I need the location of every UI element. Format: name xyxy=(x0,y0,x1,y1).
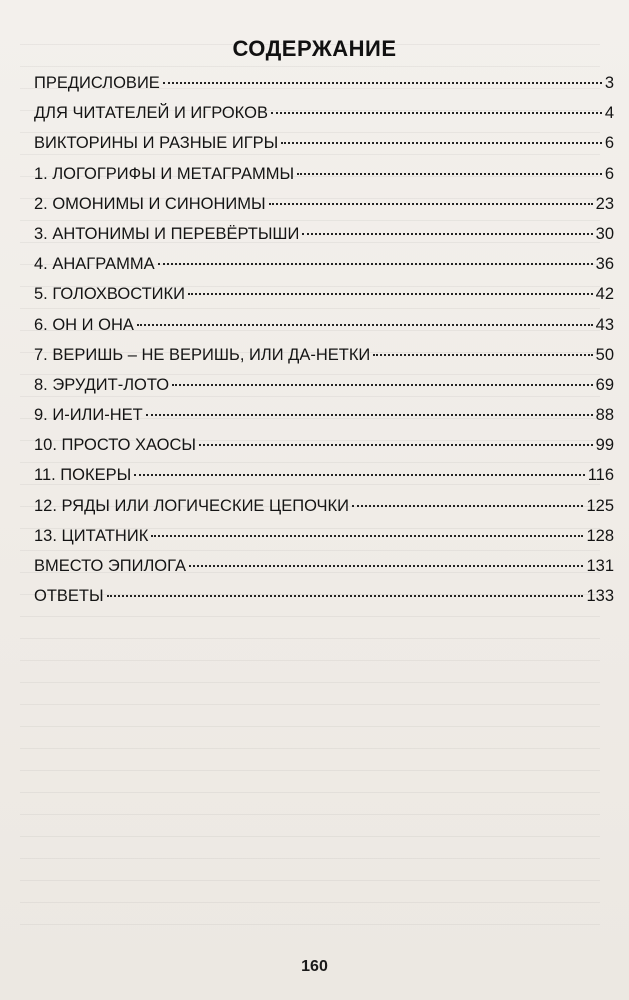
table-of-contents xyxy=(34,68,614,611)
dot-leader xyxy=(271,112,602,114)
toc-entry-quizzes xyxy=(34,128,614,158)
toc-entry-page: 125 xyxy=(586,496,614,515)
toc-entry-title: 11. ПОКЕРЫ xyxy=(34,466,132,485)
page-number: 160 xyxy=(301,958,328,975)
toc-entry-page: 128 xyxy=(586,526,614,545)
toc-entry-1 xyxy=(34,159,614,189)
toc-entry-title: 12. РЯДЫ ИЛИ ЛОГИЧЕСКИЕ ЦЕПОЧКИ xyxy=(34,496,350,515)
toc-entry-title: 10. ПРОСТО ХАОСЫ xyxy=(34,436,196,455)
toc-entry-preface xyxy=(34,68,614,98)
toc-entry-7 xyxy=(34,340,614,370)
toc-entry-title: ВМЕСТО ЭПИЛОГА xyxy=(34,557,186,575)
toc-entry-4 xyxy=(34,249,614,279)
toc-entry-page: 6 xyxy=(604,164,614,183)
toc-entry-12 xyxy=(34,491,614,521)
toc-entry-13 xyxy=(34,521,614,551)
toc-entry-page: 88 xyxy=(595,406,614,425)
dot-leader xyxy=(151,535,583,537)
toc-entry-title: 6. ОН И ОНА xyxy=(34,315,134,334)
toc-entry-title: 4. АНАГРАММА xyxy=(34,255,155,274)
toc-entry-3 xyxy=(34,219,614,249)
toc-entry-page: 42 xyxy=(595,285,614,304)
toc-entry-for-readers xyxy=(34,98,614,128)
toc-entry-title: 8. ЭРУДИТ-ЛОТО xyxy=(34,375,170,394)
dot-leader xyxy=(297,173,602,175)
toc-entry-page: 116 xyxy=(587,466,614,485)
toc-entry-page: 99 xyxy=(595,436,614,455)
toc-entry-page: 50 xyxy=(595,345,614,364)
dot-leader xyxy=(146,414,593,416)
dot-leader xyxy=(281,142,602,144)
dot-leader xyxy=(163,82,602,84)
page-title: СОДЕРЖАНИЕ xyxy=(232,36,397,61)
toc-entry-title: 3. АНТОНИМЫ И ПЕРЕВЁРТЫШИ xyxy=(34,224,300,243)
toc-entry-8 xyxy=(34,370,614,400)
toc-entry-page: 43 xyxy=(595,315,614,334)
toc-entry-title: ДЛЯ ЧИТАТЕЛЕЙ И ИГРОКОВ xyxy=(34,104,268,123)
dot-leader xyxy=(302,233,592,235)
toc-entry-title: 9. И-ИЛИ-НЕТ xyxy=(34,406,143,425)
toc-entry-epilogue xyxy=(34,551,614,581)
toc-entry-9 xyxy=(34,400,614,430)
toc-entry-page: 133 xyxy=(586,587,614,606)
dot-leader xyxy=(172,384,593,386)
toc-entry-page: 36 xyxy=(595,255,614,274)
toc-entry-6 xyxy=(34,310,614,340)
toc-entry-page: 30 xyxy=(595,224,614,243)
toc-entry-title: ОТВЕТЫ xyxy=(34,587,104,606)
toc-entry-title: 13. ЦИТАТНИК xyxy=(34,526,149,545)
toc-entry-page: 23 xyxy=(595,194,614,213)
toc-entry-page: 69 xyxy=(595,375,614,394)
dot-leader xyxy=(373,354,592,356)
dot-leader xyxy=(188,293,593,295)
dot-leader xyxy=(158,263,593,265)
dot-leader xyxy=(352,505,583,507)
toc-entry-page: 3 xyxy=(604,74,614,92)
dot-leader xyxy=(199,444,593,446)
toc-entry-page: 131 xyxy=(586,557,614,575)
toc-entry-2 xyxy=(34,189,614,219)
toc-entry-title: 1. ЛОГОГРИФЫ И МЕТАГРАММЫ xyxy=(34,164,295,183)
dot-leader xyxy=(269,203,593,205)
dot-leader xyxy=(107,595,584,597)
toc-entry-answers xyxy=(34,581,614,611)
dot-leader xyxy=(189,565,584,567)
toc-entry-5 xyxy=(34,279,614,309)
toc-entry-title: 7. ВЕРИШЬ – НЕ ВЕРИШЬ, ИЛИ ДА-НЕТКИ xyxy=(34,345,371,364)
toc-entry-10 xyxy=(34,430,614,460)
toc-entry-title: 2. ОМОНИМЫ И СИНОНИМЫ xyxy=(34,194,266,213)
toc-entry-11 xyxy=(34,460,614,490)
dot-leader xyxy=(134,474,584,476)
toc-entry-page: 6 xyxy=(604,134,614,153)
toc-entry-title: 5. ГОЛОХВОСТИКИ xyxy=(34,285,185,304)
toc-entry-page: 4 xyxy=(604,104,614,123)
toc-entry-title: ВИКТОРИНЫ И РАЗНЫЕ ИГРЫ xyxy=(34,134,279,153)
dot-leader xyxy=(137,324,593,326)
toc-entry-title: ПРЕДИСЛОВИЕ xyxy=(34,74,160,92)
